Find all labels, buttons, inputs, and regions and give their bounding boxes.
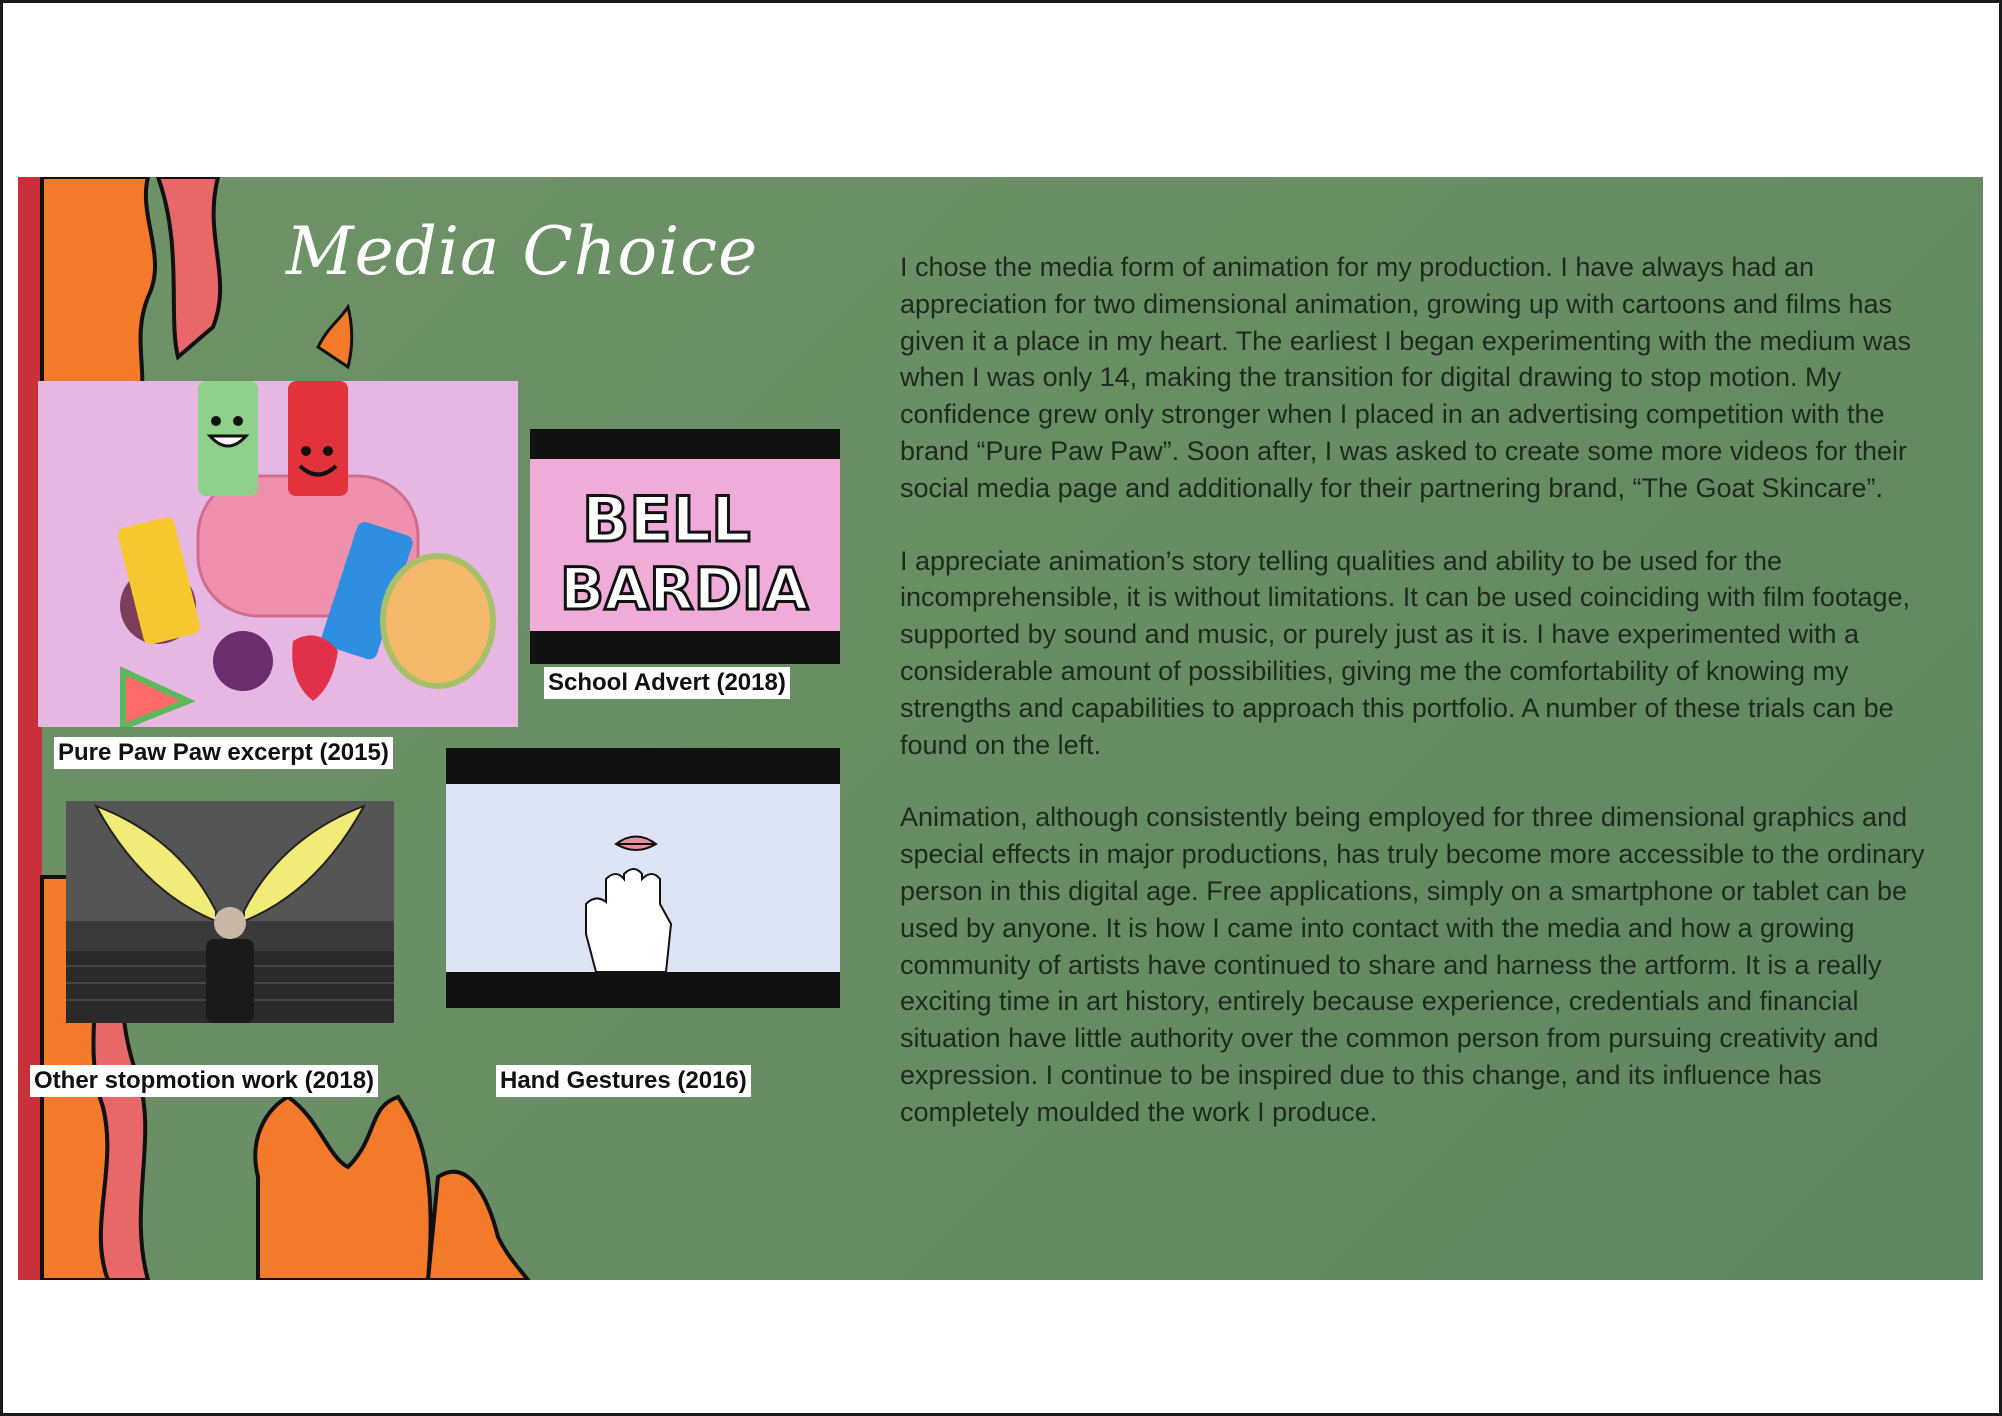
paragraph-3: Animation, although consistently being employed for three dimensional graphics and special effects in major productions, has truly become more accessible to the ordinary person in this digital age. Free applications, simply on a smartphone or tablet can be used by anyone. It is how I came into contact with the media and how a growing community of artists have continued to share and harness the artform. It is a really exciting time in art history, entirely because experience, credentials and financial situation have little authority over the common person from pursuing creativity and expression. I continue to be inspired due to this change, and its influence has completely moulded the work I produce. xyxy=(900,802,1925,1127)
pure-paw-paw-image xyxy=(38,381,518,727)
pure-paw-paw-illustration xyxy=(38,381,518,727)
flame-decoration xyxy=(18,177,578,1280)
media-choice-banner xyxy=(18,177,1983,1280)
stopmotion-image xyxy=(66,801,394,1023)
school-advert-caption: School Advert (2018) xyxy=(544,667,790,699)
hand-gestures-frame xyxy=(446,784,840,972)
stopmotion-illustration xyxy=(66,801,394,1023)
hand-gestures-caption: Hand Gestures (2016) xyxy=(496,1065,751,1097)
paragraph-1: I chose the media form of animation for my production. I have always had an appreciation for two dimensional animation, growing up with cartoons and films has given it a place in my heart. The earliest I began experimenting with the medium was when I was only 14, making the transition for digital drawing to stop motion. My confidence grew only stronger when I placed in an advertising competition with the brand “Pure Paw Paw”. Soon after, I was asked to create some more videos for their social media page and additionally for their partnering brand, “The Goat Skincare”. xyxy=(900,252,1912,503)
pure-paw-paw-caption: Pure Paw Paw excerpt (2015) xyxy=(54,737,393,769)
bell-bardia-lettering xyxy=(530,459,840,631)
school-advert-frame xyxy=(530,459,840,631)
hand-gestures-image xyxy=(446,748,840,1008)
paragraph-2: I appreciate animation’s story telling qualities and ability to be used for the incomprehensible, it is without limitations. It can be used coinciding with film footage, supported by sound and music, or purely just as it is. I have experimented with a considerable amount of possibilities, giving me the comfortability of knowing my strengths and capabilities to approach this portfolio. A number of these trials can be found on the left. xyxy=(900,545,1911,760)
page-title: Media Choice xyxy=(286,213,759,290)
bell-bardia-line1: BELL xyxy=(582,483,751,556)
body-text xyxy=(900,249,1950,1167)
stopmotion-caption: Other stopmotion work (2018) xyxy=(30,1065,378,1097)
bell-bardia-line2: BARDIA xyxy=(560,555,809,623)
school-advert-image xyxy=(530,429,840,664)
hand-gestures-illustration xyxy=(446,784,840,972)
